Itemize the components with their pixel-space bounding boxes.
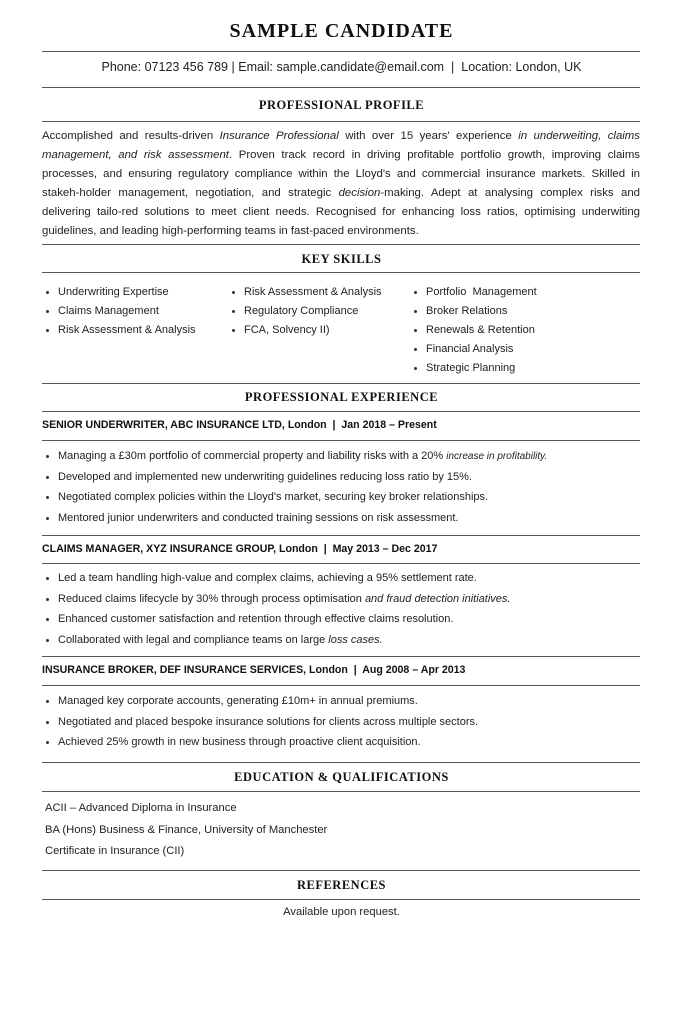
skills-column bbox=[228, 283, 382, 340]
divider bbox=[42, 791, 640, 792]
job-heading: INSURANCE BROKER, DEF INSURANCE SERVICES, London | Aug 2008 – Apr 2013 bbox=[42, 664, 466, 676]
skill-item: Claims Management bbox=[42, 302, 196, 321]
education-item: ACII – Advanced Diploma in Insurance bbox=[45, 802, 237, 814]
bullet-text: Managed key corporate accounts, generating £10m+ in annual premiums. bbox=[58, 695, 418, 707]
skill-item: Strategic Planning bbox=[410, 359, 537, 378]
divider bbox=[42, 121, 640, 122]
job-bullet bbox=[42, 712, 640, 733]
job-bullet bbox=[42, 487, 640, 508]
job-bullets bbox=[42, 446, 640, 528]
bullet-text: Developed and implemented new underwriting guidelines reducing loss ratio by 15%. bbox=[58, 470, 472, 483]
contact-line bbox=[0, 60, 683, 74]
divider bbox=[42, 685, 640, 686]
job-bullet bbox=[42, 691, 640, 712]
job-bullet bbox=[42, 609, 640, 630]
job-bullets bbox=[42, 568, 640, 650]
skill-item: Financial Analysis bbox=[410, 340, 537, 359]
skills-column bbox=[410, 283, 537, 378]
bullet-emphasis: loss cases. bbox=[328, 633, 383, 646]
profile-text-segment: . Proven track record in driving profitable portfolio growth, improving claims processes, and ensuring regulatory compliance within the Lloyd's and commercial insurance markets. Skilled in stakeh-holder management, negotiation, and strategic bbox=[42, 149, 640, 199]
divider bbox=[42, 899, 640, 900]
email-link[interactable]: sample.candidate@email.com bbox=[276, 60, 445, 74]
bullet-emphasis: and fraud detection initiatives. bbox=[364, 592, 511, 605]
bullet-text: Achieved 25% growth in new business through proactive client acquisition. bbox=[58, 736, 421, 748]
bullet-text: Led a team handling high-value and complex claims, achieving a 95% settlement rate. bbox=[58, 572, 477, 584]
skill-item: Risk Assessment & Analysis bbox=[42, 321, 196, 340]
education-item: Certificate in Insurance (CII) bbox=[45, 845, 185, 857]
job-bullets bbox=[42, 691, 640, 753]
location-value: London, UK bbox=[515, 60, 582, 74]
job-bullet bbox=[42, 630, 640, 651]
profile-emphasis: decision bbox=[338, 187, 381, 199]
skill-item: Underwriting Expertise bbox=[42, 283, 196, 302]
divider bbox=[42, 244, 640, 245]
divider bbox=[42, 51, 640, 52]
bullet-text: Negotiated and placed bespoke insurance solutions for clients across multiple sectors. bbox=[58, 715, 479, 728]
education-list bbox=[45, 798, 327, 863]
separator: | bbox=[451, 60, 455, 74]
skills-column bbox=[42, 283, 196, 340]
email-label: Email: bbox=[238, 60, 273, 74]
divider bbox=[42, 762, 640, 763]
references-text: Available upon request. bbox=[283, 906, 400, 918]
phone-label: Phone: bbox=[101, 60, 142, 74]
job-bullet bbox=[42, 467, 640, 488]
skill-item: FCA, Solvency II) bbox=[228, 321, 382, 340]
bullet-text: Mentored junior underwriters and conducted training sessions on risk assessment. bbox=[58, 511, 459, 524]
section-title-references: REFERENCES bbox=[296, 878, 387, 892]
divider bbox=[42, 411, 640, 412]
profile-summary bbox=[42, 127, 640, 241]
job-bullet bbox=[42, 732, 640, 753]
education-item: BA (Hons) Business & Finance, University of Manchester bbox=[45, 823, 328, 836]
profile-text-segment: -making. Adept at analysing complex risks and delivering tailo-red solutions to meet client needs. Recognised for enhancing loss ratios, optimising underwiting guidelines, and leading high-performing teams in fast-paced environments. bbox=[42, 187, 640, 237]
profile-text-segment: with over 15 years' experience bbox=[338, 130, 519, 142]
location-label: Location: bbox=[461, 60, 512, 74]
job-heading: CLAIMS MANAGER, XYZ INSURANCE GROUP, London | May 2013 – Dec 2017 bbox=[42, 543, 438, 555]
divider bbox=[42, 87, 640, 88]
bullet-text: Enhanced customer satisfaction and retention through effective claims resolution. bbox=[58, 613, 454, 625]
job-bullet bbox=[42, 568, 640, 589]
section-title-experience: PROFESSIONAL EXPERIENCE bbox=[244, 390, 439, 404]
job-bullet bbox=[42, 508, 640, 529]
divider bbox=[42, 535, 640, 536]
divider bbox=[42, 563, 640, 564]
phone-value: 07123 456 789 bbox=[144, 60, 229, 74]
section-title-skills: KEY SKILLS bbox=[301, 252, 382, 266]
section-title-profile: PROFESSIONAL PROFILE bbox=[258, 98, 425, 112]
bullet-text: Collaborated with legal and compliance teams on large bbox=[58, 633, 329, 646]
bullet-text: Reduced claims lifecycle by 30% through process optimisation bbox=[58, 592, 365, 605]
divider bbox=[42, 272, 640, 273]
job-heading: SENIOR UNDERWRITER, ABC INSURANCE LTD, London | Jan 2018 – Present bbox=[42, 419, 437, 431]
job-bullet bbox=[42, 446, 640, 467]
separator: | bbox=[231, 60, 235, 74]
candidate-name: SAMPLE CANDIDATE bbox=[229, 20, 454, 42]
bullet-text: Negotiated complex policies within the Lloyd's market, securing key broker relationships. bbox=[58, 491, 489, 503]
profile-text-segment: Accomplished and results-driven bbox=[42, 130, 220, 142]
skill-item: Broker Relations bbox=[410, 302, 537, 321]
job-bullet bbox=[42, 589, 640, 610]
divider bbox=[42, 870, 640, 871]
divider bbox=[42, 383, 640, 384]
divider bbox=[42, 656, 640, 657]
profile-emphasis: Insurance Professional bbox=[219, 130, 339, 142]
skill-item: Renewals & Retention bbox=[410, 321, 537, 340]
skill-item: Regulatory Compliance bbox=[228, 302, 382, 321]
divider bbox=[42, 440, 640, 441]
section-title-education: EDUCATION & QUALIFICATIONS bbox=[234, 770, 449, 784]
skill-item: Risk Assessment & Analysis bbox=[228, 283, 382, 302]
bullet-emphasis: increase in profitability. bbox=[446, 451, 548, 462]
profile-emphasis: in underweiting, claims management, and risk assessment bbox=[42, 130, 640, 161]
bullet-text: Managing a £30m portfolio of commercial property and liability risks with a 20% bbox=[58, 450, 447, 462]
skill-item: Portfolio Management bbox=[410, 283, 537, 302]
